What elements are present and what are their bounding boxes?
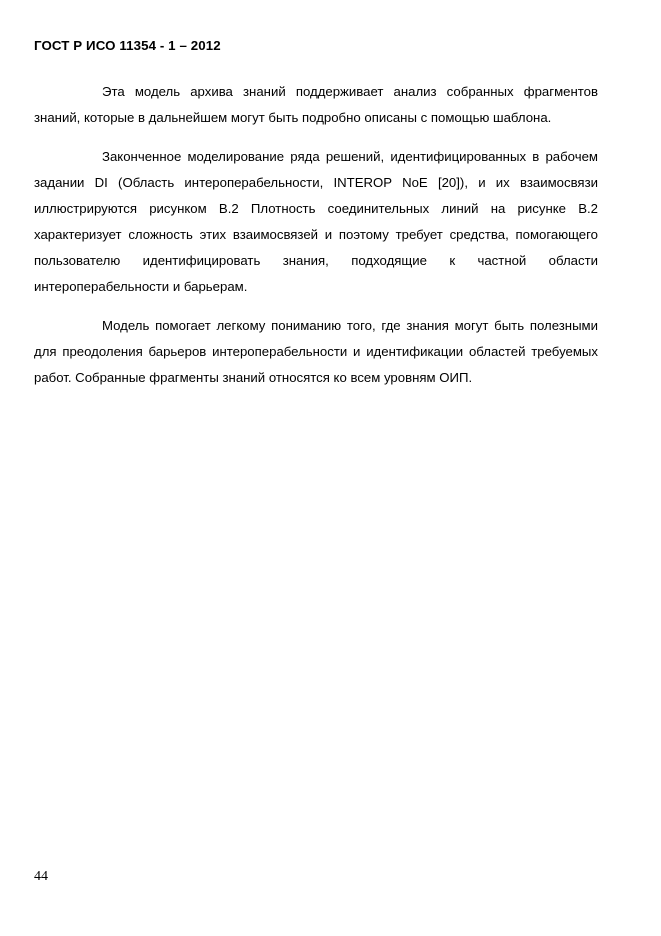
page-number: 44 <box>34 869 48 884</box>
paragraph-model-helps: Модель помогает легкому пониманию того, где знания могут быть полезными для преодоления барьеров интероперабельности и идентификации областей требуемых работ. Собранные фрагменты знаний относятся ко всем уровням ОИП. <box>34 318 598 385</box>
paragraph-knowledge-archive-model: Эта модель архива знаний поддерживает анализ собранных фрагментов знаний, которые в дальнейшем могут быть подробно описаны с помощью шаблона. <box>34 84 598 125</box>
paragraph-completed-modeling: Законченное моделирование ряда решений, идентифицированных в рабочем задании DI (Область интероперабельности, INTEROP NoE [20]), и их взаимосвязи иллюстрируются рисунком В.2 Плотность соединительных линий на рисунке В.2 характеризует сложность этих взаимосвязей и поэтому требует средства, помогающего пользователю идентифицировать знания, подходящие к частной области интероперабельности и барьерам. <box>34 149 598 294</box>
document-body <box>34 79 598 391</box>
document-header: ГОСТ Р ИСО 11354 - 1 – 2012 <box>34 38 221 53</box>
